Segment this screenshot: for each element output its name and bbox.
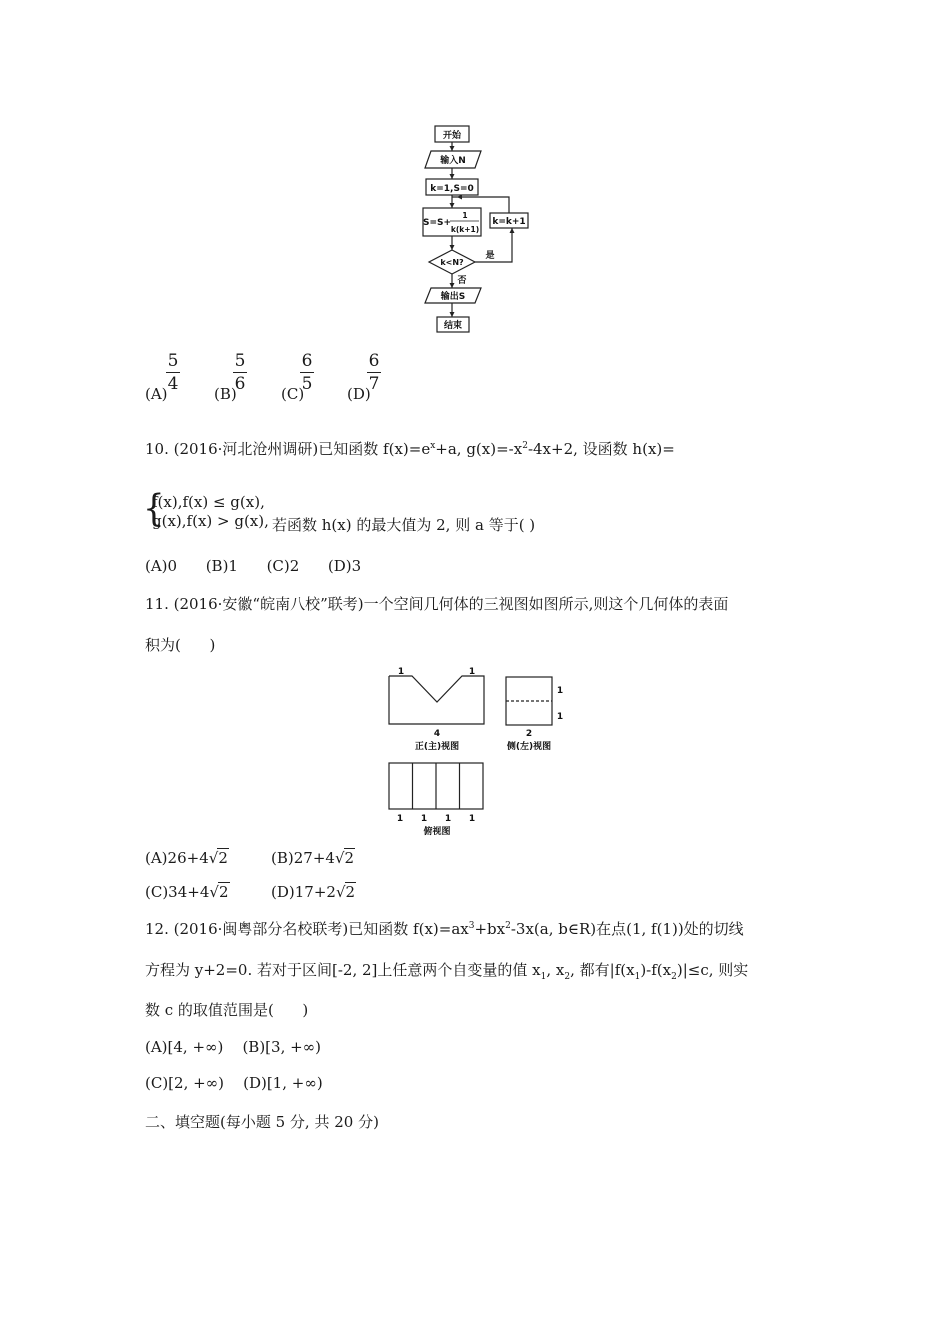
q10-piece-2: g(x),f(x) > g(x), [152,512,269,530]
front-view-bottom-label: 4 [433,729,441,739]
q9-option-a-fraction: $\frac{5}{4}$ [167,351,179,394]
flow-end-label: 结束 [443,321,463,331]
q10-options: (A)0 (B)1 (C)2 (D)3 [145,557,362,575]
q9-option-d-fraction: $\frac{6}{7}$ [368,351,380,394]
q12-stem-line-2: 方程为 y+2=0. 若对于区间[-2, 2]上任意两个自变量的值 $x_1$, $x_2$, 都有$|f(x_1)-f(x_2)|\le c$, 则实 [145,961,749,982]
side-view-bottom-right-label: 1 [556,712,564,722]
flow-update-k-label: k=k+1 [492,217,526,227]
q11-option-c: (C)34+4√2 [145,883,229,901]
flow-start-label: 开始 [442,131,462,141]
front-view-caption: 正(主)视图 [414,742,460,752]
flowchart [415,120,550,340]
sqrt-symbol: √2 [335,883,356,901]
q10-piecewise-brace: { [143,487,165,531]
q9-option-c-label: (C) [281,385,305,403]
flow-no-label: 否 [457,276,467,286]
flow-yes-label: 是 [485,251,495,261]
front-view-top-right-label: 1 [468,667,476,677]
sqrt-symbol: √2 [208,849,228,867]
q12-stem-line-3: 数 c 的取值范围是( ) [145,1001,309,1019]
flow-output-label: 输出S [440,292,466,302]
q9-option-d-label: (D) [347,385,371,403]
q10-piece-1: f(x),f(x) ≤ g(x), [152,493,265,511]
q11-option-a: (A)26+4√2 [145,849,228,867]
flow-input-label: 输入N [440,156,466,166]
q10-stem: 10. (2016·河北沧州调研)已知函数 $f(x)=e^x+a$, $g(x)=-x^2-4x+2$, 设函数 h(x)= [145,440,675,458]
side-view-bottom-label: 2 [525,729,533,739]
top-view-label-4: 1 [468,814,476,824]
sqrt-symbol: √2 [209,883,229,901]
q11-stem-line-1: 11. (2016·安徽“皖南八校”联考)一个空间几何体的三视图如图所示,则这个几何体的表面 [145,595,729,613]
three-view-figure [380,662,580,842]
q9-option-a-label: (A) [145,385,168,403]
flow-update-s-prefix: S=S+ [422,218,452,228]
q9-option-b-label: (B) [214,385,237,403]
top-view-label-1: 1 [396,814,404,824]
top-view-caption: 俯视图 [423,827,451,837]
q11-option-d: (D)17+2√2 [271,883,356,901]
front-view-shape [389,676,484,724]
top-view-label-2: 1 [420,814,428,824]
q9-option-b-fraction: $\frac{5}{6}$ [234,351,246,394]
q10-stem-tail: 若函数 h(x) 的最大值为 2, 则 a 等于( ) [272,516,536,534]
front-view-top-left-label: 1 [397,667,405,677]
flow-init-label: k=1,S=0 [430,184,474,194]
side-view-top-label: 1 [556,686,564,696]
flow-update-s-den: k(k+1) [450,225,480,234]
section-2-title: 二、填空题(每小题 5 分, 共 20 分) [145,1113,379,1131]
q11-stem-line-2: 积为( ) [145,636,216,654]
q9-option-c-fraction: $\frac{6}{5}$ [301,351,313,394]
side-view-caption: 侧(左)视图 [506,742,552,752]
flow-condition-label: k<N? [440,258,464,267]
q12-stem-line-1: 12. (2016·闽粤部分名校联考)已知函数 $f(x)=ax^3+bx^2-3x(a$, b∈R)在点(1, f(1))处的切线 [145,920,744,938]
top-view-label-3: 1 [444,814,452,824]
sqrt-symbol: √2 [334,849,355,867]
q12-options-row-1: (A)[4, +∞) (B)[3, +∞) [145,1038,322,1056]
q12-options-row-2: (C)[2, +∞) (D)[1, +∞) [145,1074,323,1092]
flow-update-s-num: 1 [462,211,468,220]
q11-option-b: (B)27+4√2 [271,849,355,867]
